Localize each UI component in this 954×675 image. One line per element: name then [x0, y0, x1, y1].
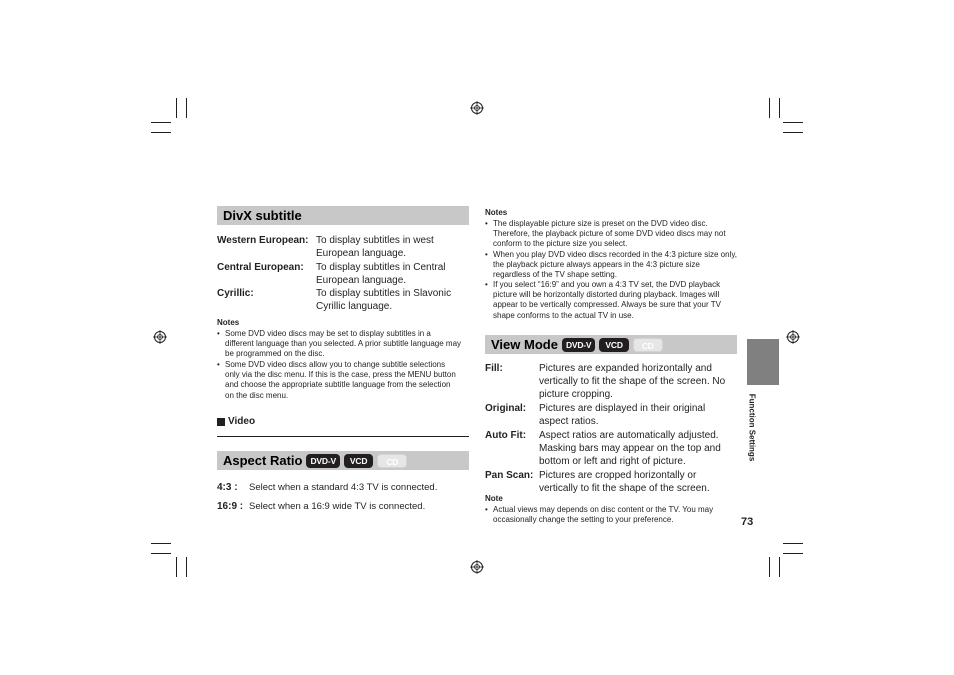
aspect-option-16-9: 16:9 : Select when a 16:9 wide TV is connected.	[217, 501, 426, 512]
chapter-tab	[747, 339, 779, 385]
view-mode-heading: View Mode DVD-V VCD CD	[485, 335, 737, 354]
view-option-auto-fit: Auto Fit: Aspect ratios are automatically adjusted. Masking bars may appear on the top and bottom or left and right of picture.	[485, 430, 721, 467]
divx-option-western: Western European: To display subtitles in west European language.	[217, 235, 434, 259]
view-note: • Actual views may depends on disc content or the TV. You may occasionally change the setting to your preference.	[485, 505, 714, 525]
registration-mark-icon	[786, 330, 800, 344]
view-option-pan-scan: Pan Scan: Pictures are cropped horizontally or vertically to fit the shape of the screen.	[485, 470, 710, 494]
view-option-fill: Fill: Pictures are expanded horizontally and vertically to fit the shape of the screen. No picture cropping.	[485, 363, 726, 400]
registration-mark-icon	[470, 560, 484, 574]
aspect-ratio-heading: Aspect Ratio DVD-V VCD CD	[217, 451, 469, 470]
aspect-note: • When you play DVD video discs recorded in the 4:3 picture size only, the playback picture always appears in the 4:3 picture size regardless of the TV shape setting.	[485, 250, 737, 280]
divx-subtitle-heading: DivX subtitle	[217, 206, 469, 225]
page-number: 73	[741, 516, 754, 528]
aspect-note: • If you select “16:9” and you own a 4:3 TV set, the DVD playback picture will be horizontally distorted during playback. Images will appear to be vertically compressed. Always be sure that your TV shape conforms to the actual TV in use.	[485, 280, 721, 320]
cd-badge: CD	[633, 338, 663, 352]
registration-mark-icon	[153, 330, 167, 344]
chapter-label: Function Settings	[747, 393, 757, 462]
vcd-badge: VCD	[599, 338, 628, 352]
divx-notes-title: Notes	[217, 318, 240, 327]
divx-note: • Some DVD video discs allow you to change subtitle selections only via the disc menu. If this is the case, press the MENU button and choose the appropriate subtitle language from the selection on the disc menu.	[217, 360, 456, 400]
cd-badge: CD	[377, 454, 407, 468]
divx-option-central: Central European: To display subtitles in Central European language.	[217, 262, 446, 286]
registration-mark-icon	[470, 101, 484, 115]
vcd-badge: VCD	[344, 454, 373, 468]
divx-option-cyrillic: Cyrillic: To display subtitles in Slavonic Cyrillic language.	[217, 288, 452, 312]
view-note-title: Note	[485, 494, 503, 503]
square-bullet-icon	[217, 418, 225, 426]
aspect-option-4-3: 4:3 : Select when a standard 4:3 TV is connected.	[217, 482, 438, 493]
view-option-original: Original: Pictures are displayed in their original aspect ratios.	[485, 403, 706, 427]
aspect-notes-title: Notes	[485, 208, 508, 217]
divx-note: • Some DVD video discs may be set to display subtitles in a different language than you selected. A prior subtitle language may be programmed on the disc.	[217, 329, 462, 359]
aspect-note: • The displayable picture size is preset on the DVD video disc. Therefore, the playback picture of some DVD video discs may not conform to the picture size you select.	[485, 219, 726, 249]
section-divider	[217, 436, 469, 437]
video-heading: Video	[217, 416, 255, 427]
dvd-v-badge: DVD-V	[562, 338, 595, 352]
dvd-v-badge: DVD-V	[306, 454, 339, 468]
